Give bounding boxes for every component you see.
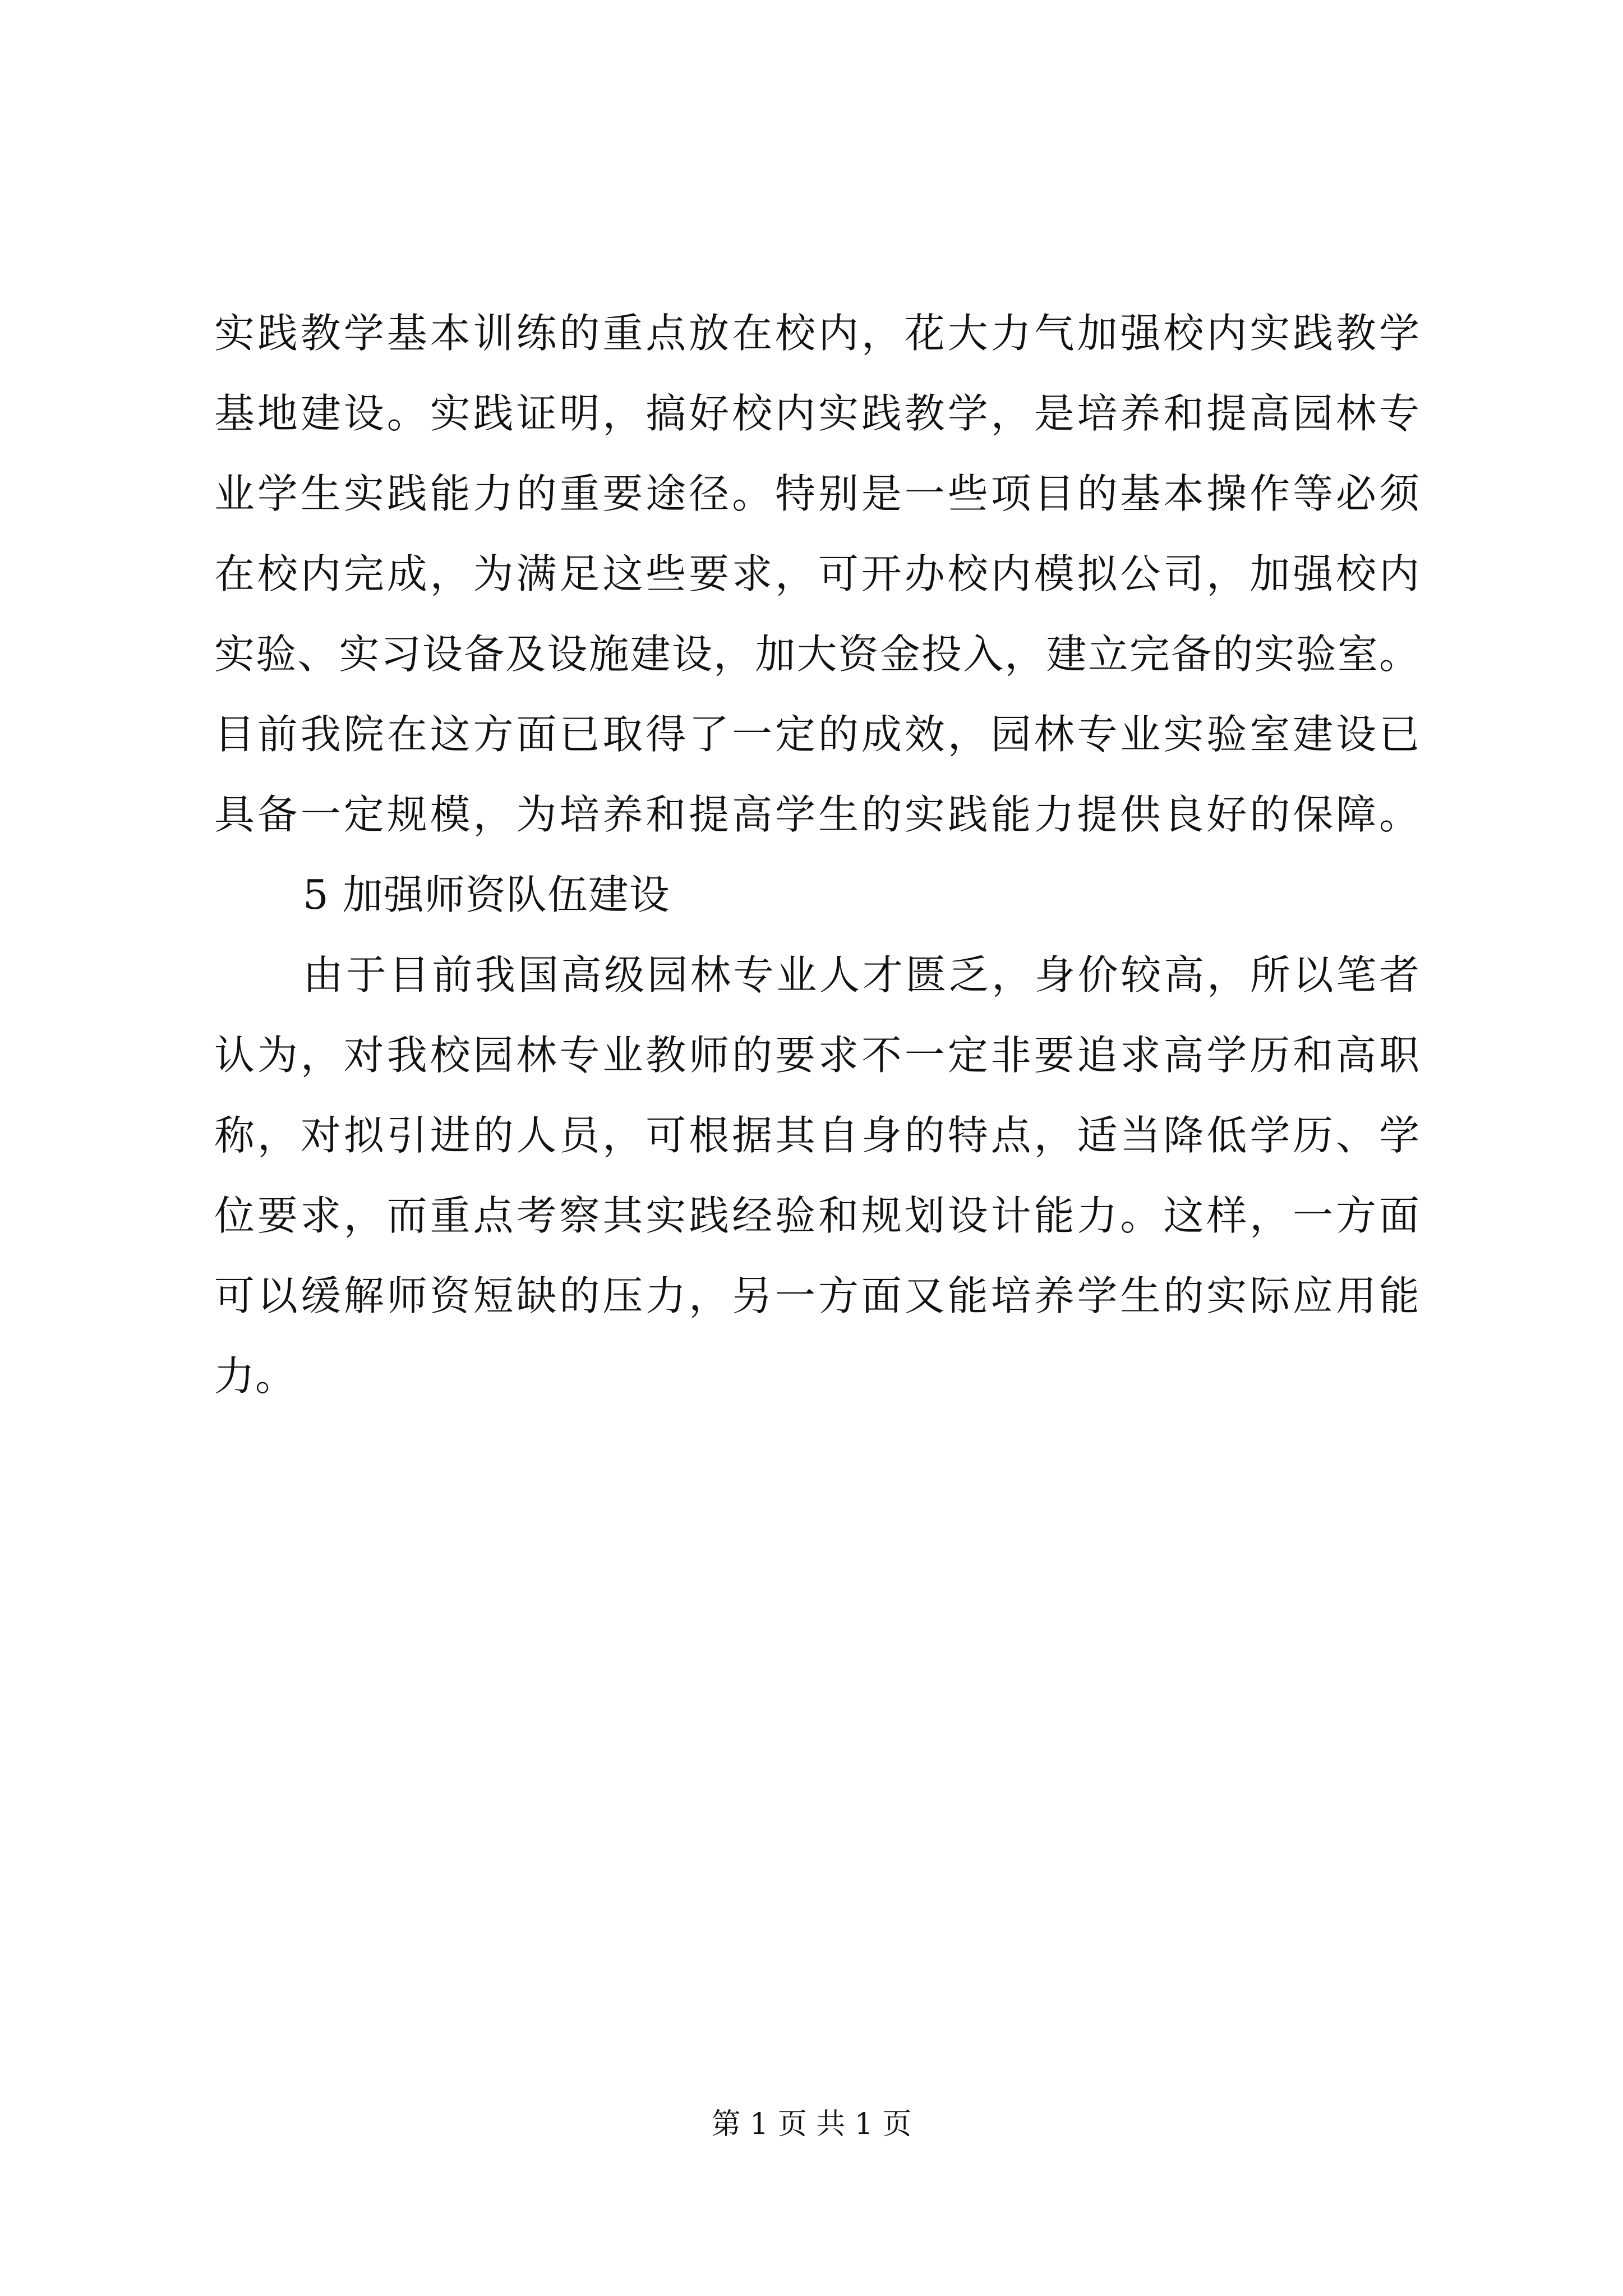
text-line: 实践教学基本训练的重点放在校内，花大力气加强校内实践教学 — [214, 310, 1420, 357]
text-line: 实验、实习设备及设施建设，加大资金投入，建立完备的实验室。 — [214, 631, 1420, 678]
text-line: 可以缓解师资短缺的压力，另一方面又能培养学生的实际应用能 — [214, 1272, 1420, 1319]
text-line: 由于目前我国高级园林专业人才匮乏，身价较高，所以笔者 — [303, 951, 1420, 999]
text-line: 目前我院在这方面已取得了一定的成效，园林专业实验室建设已 — [214, 711, 1420, 758]
text-line: 具备一定规模，为培养和提高学生的实践能力提供良好的保障。 — [214, 791, 1420, 838]
section-heading: 5 加强师资队伍建设 — [303, 871, 670, 918]
text-line: 业学生实践能力的重要途径。特别是一些项目的基本操作等必须 — [214, 470, 1420, 517]
text-line: 称，对拟引进的人员，可根据其自身的特点，适当降低学历、学 — [214, 1112, 1420, 1159]
text-line: 认为，对我校园林专业教师的要求不一定非要追求高学历和高职 — [214, 1032, 1420, 1079]
text-line: 基地建设。实践证明，搞好校内实践教学，是培养和提高园林专 — [214, 390, 1420, 437]
page-footer: 第 1 页 共 1 页 — [711, 2108, 912, 2141]
text-line: 在校内完成，为满足这些要求，可开办校内模拟公司，加强校内 — [214, 550, 1420, 597]
text-line: 位要求，而重点考察其实践经验和规划设计能力。这样，一方面 — [214, 1192, 1420, 1239]
text-line: 力。 — [214, 1352, 297, 1400]
